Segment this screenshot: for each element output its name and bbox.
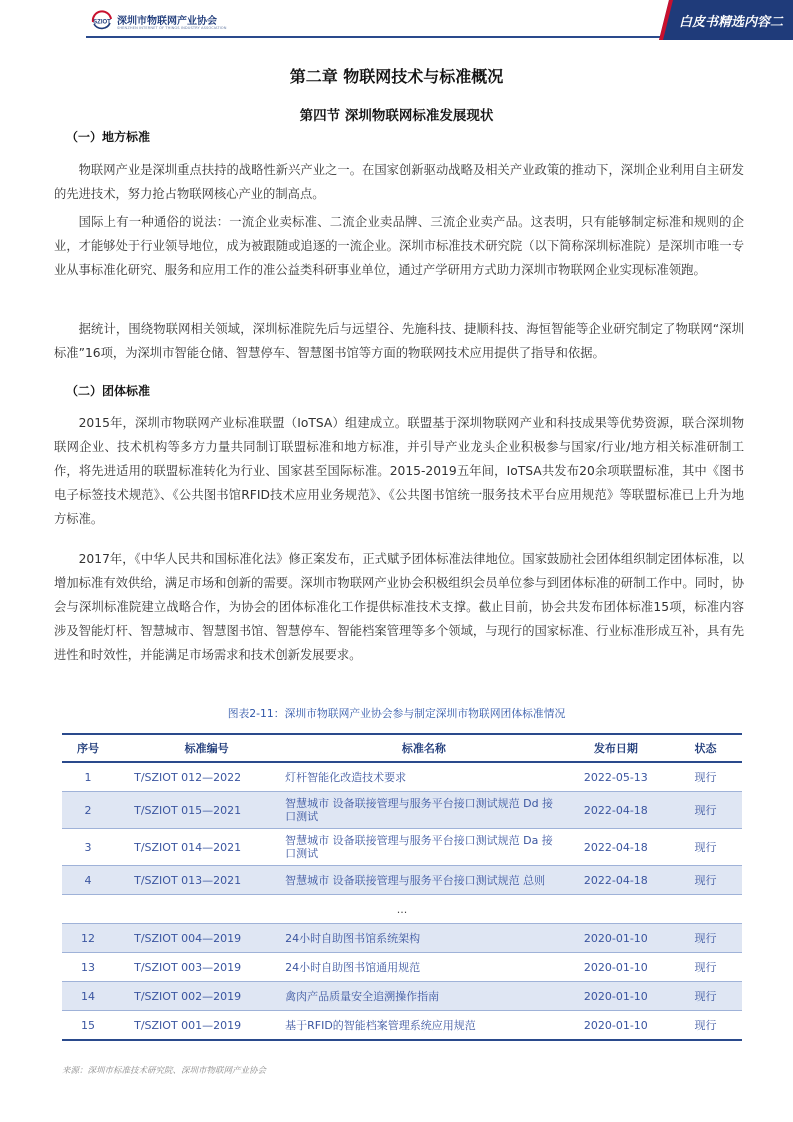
cell-date: 2022-04-18 [563,866,669,895]
cell-status: 现行 [669,866,742,895]
cell-status: 现行 [669,982,742,1011]
figure-title: 图表2-11：深圳市物联网产业协会参与制定深圳市物联网团体标准情况 [227,707,566,720]
cell-code: T/SZIOT 013—2021 [114,866,279,895]
cell-status: 现行 [669,953,742,982]
cell-status: 现行 [669,829,742,866]
paragraph: 国际上有一种通俗的说法：一流企业卖标准、二流企业卖品牌、三流企业卖产品。这表明，只有能够制定标准和规则的企业，才能够处于行业领导地位，成为被跟随或追逐的一流企业。深圳市标准技术研究院（以下简称深圳标准院）是深圳市唯一专业从事标准化研究、服务和应用工作的准公益类科研事业单位，通过产学研用方式助力深圳市物联网企业实现标准领跑。 [54,215,744,277]
cell-code: T/SZIOT 002—2019 [114,982,279,1011]
cell-no: 12 [62,924,114,953]
paragraph: 2017年，《中华人民共和国标准化法》修正案发布，正式赋予团体标准法律地位。国家鼓励社会团体组织制定团体标准，以增加标准有效供给，满足市场和创新的需要。深圳市物联网产业协会积极组织会员单位参与到团体标准的研制工作中。同时，协会与深圳标准院建立战略合作，为协会的团体标准化工作提供标准技术支撑。截止目前，协会共发布团体标准15项，标准内容涉及智能灯杆、智慧城市、智慧图书馆、智慧停车、智能档案管理等多个领域，与现行的国家标准、行业标准形成互补，具有先进性和时效性，并能满足市场需求和技术创新发展要求。 [54,552,744,662]
table-row [62,829,742,866]
cell-name: 24小时自助图书馆系统架构 [279,924,563,953]
cell-code: T/SZIOT 004—2019 [114,924,279,953]
cell-no: 15 [62,1011,114,1041]
figure-source: 来源：深圳市标准技术研究院、深圳市物联网产业协会 [62,1066,267,1076]
cell-name: 基于RFID的智能档案管理系统应用规范 [279,1011,563,1041]
cell-date: 2022-05-13 [563,762,669,792]
cell-name: 禽肉产品质量安全追溯操作指南 [279,982,563,1011]
table-row [62,762,742,792]
standards-table [62,733,742,1041]
cell-date: 2022-04-18 [563,829,669,866]
table-row [62,1011,742,1041]
cell-no: 4 [62,866,114,895]
cell-date: 2020-01-10 [563,924,669,953]
col-header-date: 发布日期 [563,734,669,762]
table-row-ellipsis [62,895,742,924]
cell-no: 1 [62,762,114,792]
col-header-no: 序号 [62,734,114,762]
col-header-name: 标准名称 [279,734,563,762]
cell-name: 智慧城市 设备联接管理与服务平台接口测试规范 总则 [279,866,563,895]
cell-no: 13 [62,953,114,982]
cell-name: 智慧城市 设备联接管理与服务平台接口测试规范 Dd 接口测试 [279,792,563,829]
cell-code: T/SZIOT 003—2019 [114,953,279,982]
ellipsis-cell: ... [62,895,742,924]
cell-name: 智慧城市 设备联接管理与服务平台接口测试规范 Da 接口测试 [279,829,563,866]
table-header-row [62,734,742,762]
whitepaper-badge [659,0,793,40]
association-logo [90,9,270,35]
cell-code: T/SZIOT 014—2021 [114,829,279,866]
org-name-en: SHENZHEN INTERNET OF THINGS INDUSTRY ASSOCIATION [117,26,227,30]
table-row [62,866,742,895]
table-row [62,792,742,829]
chapter-title: 第二章 物联网技术与标准概况 [289,67,504,86]
cell-status: 现行 [669,762,742,792]
cell-code: T/SZIOT 015—2021 [114,792,279,829]
cell-name: 灯杆智能化改造技术要求 [279,762,563,792]
col-header-code: 标准编号 [114,734,279,762]
cell-code: T/SZIOT 001—2019 [114,1011,279,1041]
cell-no: 2 [62,792,114,829]
cell-date: 2020-01-10 [563,982,669,1011]
org-name: 深圳市物联网产业协会 [117,16,217,27]
cell-no: 3 [62,829,114,866]
paragraph: 物联网产业是深圳重点扶持的战略性新兴产业之一。在国家创新驱动战略及相关产业政策的推动下，深圳企业利用自主研发的先进技术，努力抢占物联网核心产业的制高点。 [54,163,744,201]
cell-code: T/SZIOT 012—2022 [114,762,279,792]
cell-status: 现行 [669,924,742,953]
table-row [62,953,742,982]
paragraph: 2015年，深圳市物联网产业标准联盟（IoTSA）组建成立。联盟基于深圳物联网产业和科技成果等优势资源，联合深圳物联网企业、技术机构等多方力量共同制订联盟标准和地方标准，并引导产业龙头企业积极参与国家/行业/地方相关标准研制工作，将先进适用的联盟标准转化为行业、国家甚至国际标准。2015-2019五年间，IoTSA共发布20余项联盟标准，其中《图书电子标签技术规范》、《公共图书馆RFID技术应用业务规范》、《公共图书馆统一服务技术平台应用规范》等联盟标准已上升为地方标准。 [54,416,744,526]
page-header [0,0,793,40]
cell-no: 14 [62,982,114,1011]
cell-date: 2020-01-10 [563,953,669,982]
logo-mark-text: SZIOT [93,19,111,26]
subsection-heading-local: （一）地方标准 [66,130,151,144]
header-rule [86,36,666,38]
table-row [62,924,742,953]
cell-date: 2020-01-10 [563,1011,669,1041]
subsection-heading-group: （二）团体标准 [66,384,151,398]
col-header-status: 状态 [669,734,742,762]
cell-status: 现行 [669,792,742,829]
association-logo-icon [90,10,114,32]
cell-name: 24小时自助图书馆通用规范 [279,953,563,982]
badge-label: 白皮书精选内容二 [678,15,783,30]
section-title: 第四节 深圳物联网标准发展现状 [299,108,494,124]
cell-date: 2022-04-18 [563,792,669,829]
paragraph: 据统计，围绕物联网相关领域，深圳标准院先后与远望谷、先施科技、捷顺科技、海恒智能等企业研究制定了物联网“深圳标准”16项，为深圳市智能仓储、智慧停车、智慧图书馆等方面的物联网技术应用提供了指导和依据。 [54,322,744,360]
cell-status: 现行 [669,1011,742,1041]
table-row [62,982,742,1011]
